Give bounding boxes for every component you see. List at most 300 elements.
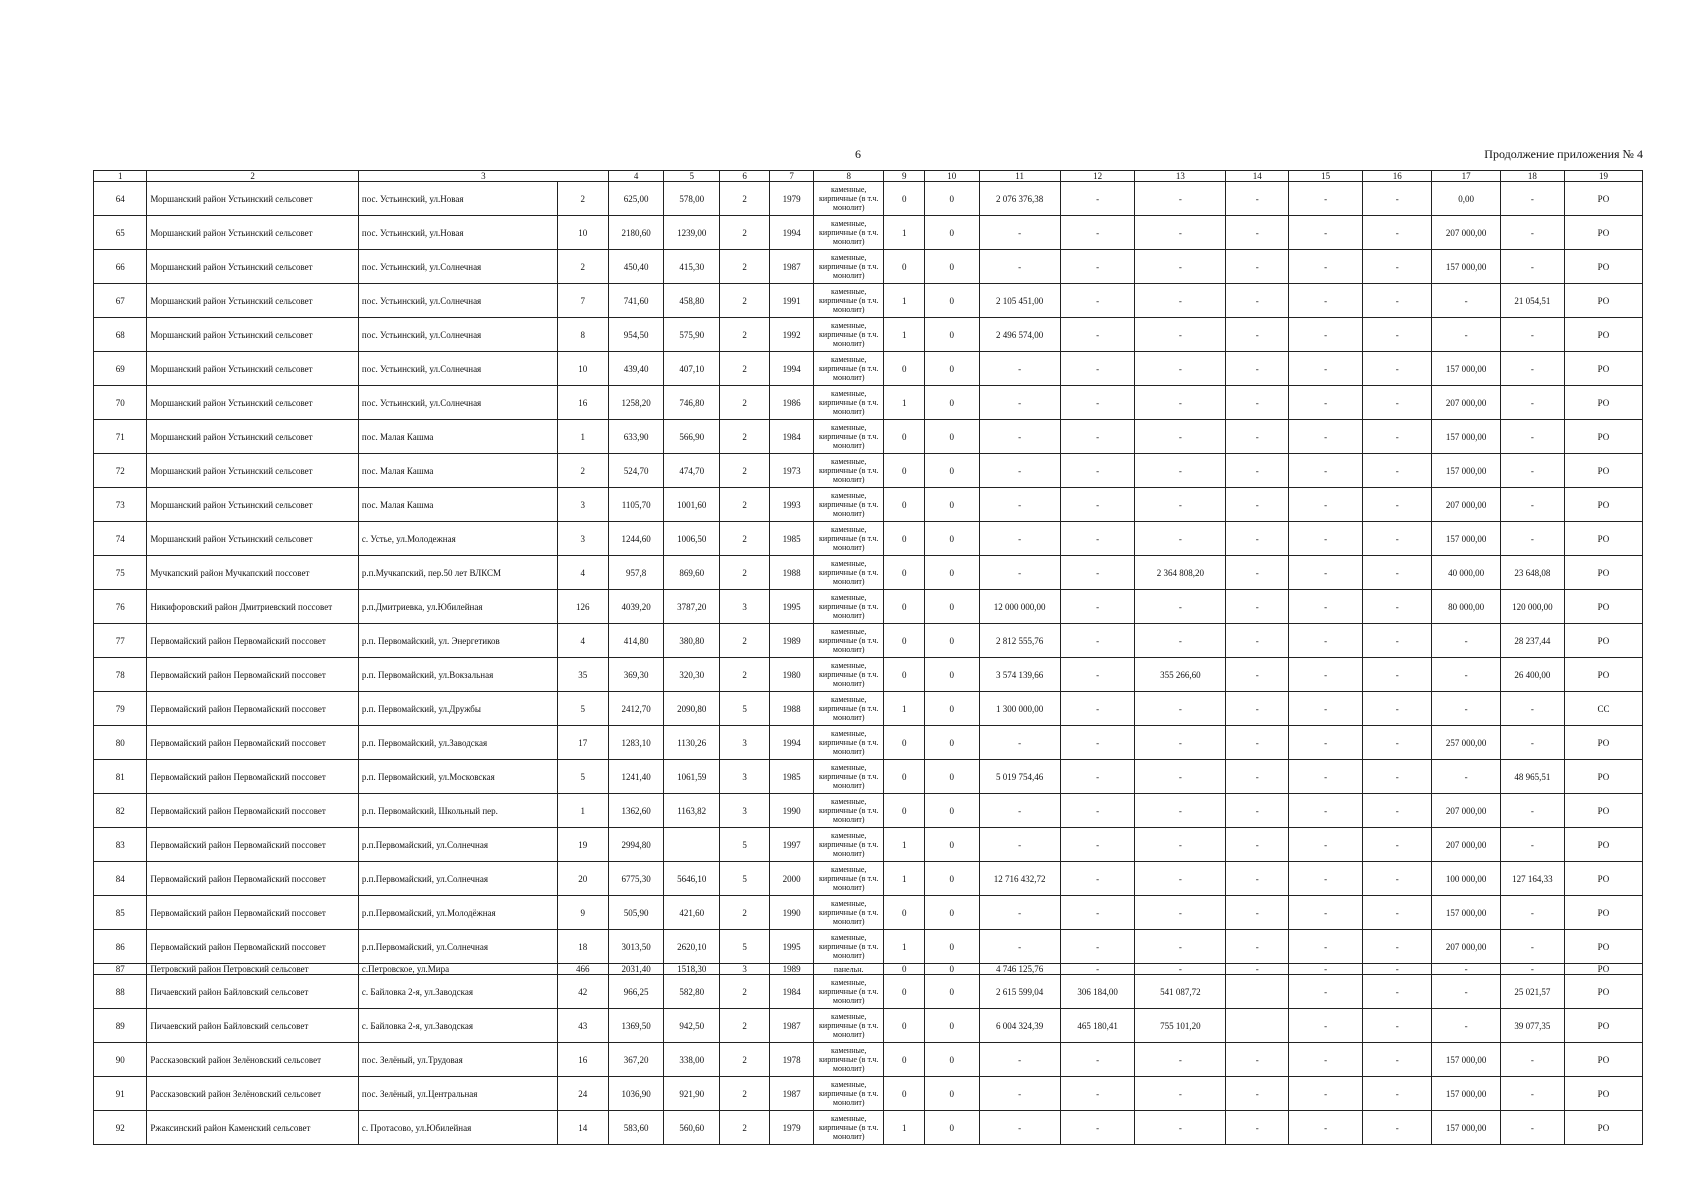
table-cell: -	[1135, 726, 1226, 760]
table-cell: -	[1135, 896, 1226, 930]
table-cell: с. Байловка 2-я, ул.Заводская	[358, 1009, 557, 1043]
table-cell: РО	[1564, 352, 1642, 386]
table-cell: 1	[884, 284, 925, 318]
table-cell: р.п. Первомайский, ул.Московская	[358, 760, 557, 794]
table-cell: -	[1060, 828, 1135, 862]
table-cell: 1	[884, 1111, 925, 1145]
table-cell: -	[1060, 1043, 1135, 1077]
table-cell: -	[979, 896, 1060, 930]
table-cell: каменные, кирпичные (в т.ч. монолит)	[813, 284, 884, 318]
table-cell: -	[1289, 896, 1363, 930]
table-cell: Первомайский район Первомайский поссовет	[147, 794, 359, 828]
table-cell: 1	[884, 828, 925, 862]
table-cell: 583,60	[608, 1111, 664, 1145]
table-cell: -	[1135, 964, 1226, 975]
table-cell: 439,40	[608, 352, 664, 386]
table-cell: 0	[925, 975, 979, 1009]
table-cell: -	[1289, 522, 1363, 556]
table-cell	[1226, 1009, 1289, 1043]
table-cell: -	[1135, 386, 1226, 420]
table-cell: -	[1060, 216, 1135, 250]
table-cell: -	[1289, 284, 1363, 318]
table-cell: -	[1363, 1043, 1432, 1077]
table-cell: -	[1135, 1077, 1226, 1111]
table-cell: 355 266,60	[1135, 658, 1226, 692]
table-cell: -	[979, 1111, 1060, 1145]
table-cell: 1989	[770, 964, 814, 975]
table-cell: 1130,26	[664, 726, 720, 760]
table-cell: -	[1289, 760, 1363, 794]
table-cell: 1984	[770, 975, 814, 1009]
column-header: 9	[884, 171, 925, 182]
table-cell: 24	[557, 1077, 608, 1111]
table-row	[94, 828, 1643, 862]
table-cell: 1987	[770, 250, 814, 284]
table-cell: 367,20	[608, 1043, 664, 1077]
table-cell: 1985	[770, 760, 814, 794]
table-cell: Никифоровский район Дмитриевский поссовет	[147, 590, 359, 624]
table-cell: -	[979, 420, 1060, 454]
table-cell: пос. Устьинский, ул.Солнечная	[358, 318, 557, 352]
table-cell: 1	[884, 386, 925, 420]
table-cell: каменные, кирпичные (в т.ч. монолит)	[813, 352, 884, 386]
table-cell: 126	[557, 590, 608, 624]
table-cell: -	[1363, 216, 1432, 250]
table-cell: 0	[925, 828, 979, 862]
table-cell: пос. Малая Кашма	[358, 420, 557, 454]
table-cell: 207 000,00	[1432, 828, 1500, 862]
table-cell: 1	[884, 692, 925, 726]
table-cell: -	[1226, 454, 1289, 488]
table-cell: 64	[94, 182, 147, 216]
table-cell: Первомайский район Первомайский поссовет	[147, 726, 359, 760]
table-cell: пос. Устьинский, ул.Солнечная	[358, 386, 557, 420]
table-cell: 942,50	[664, 1009, 720, 1043]
table-cell: 3013,50	[608, 930, 664, 964]
table-cell: 87	[94, 964, 147, 975]
table-cell: 1241,40	[608, 760, 664, 794]
table-cell: -	[1432, 1009, 1500, 1043]
column-header: 7	[770, 171, 814, 182]
table-cell: 0	[925, 1043, 979, 1077]
table-cell: -	[1226, 726, 1289, 760]
table-cell: 1	[884, 318, 925, 352]
table-cell: -	[1226, 386, 1289, 420]
column-header: 6	[719, 171, 769, 182]
table-cell: -	[1363, 1111, 1432, 1145]
table-cell: -	[1500, 930, 1564, 964]
table-cell: 466	[557, 964, 608, 975]
table-cell: 746,80	[664, 386, 720, 420]
table-cell: -	[1226, 420, 1289, 454]
table-cell: 6775,30	[608, 862, 664, 896]
table-cell: 0	[884, 726, 925, 760]
table-cell: 12 000 000,00	[979, 590, 1060, 624]
table-row	[94, 726, 1643, 760]
table-cell: 560,60	[664, 1111, 720, 1145]
table-cell: -	[979, 556, 1060, 590]
table-cell: каменные, кирпичные (в т.ч. монолит)	[813, 760, 884, 794]
table-cell: РО	[1564, 1111, 1642, 1145]
table-cell	[1226, 975, 1289, 1009]
table-cell: 90	[94, 1043, 147, 1077]
table-cell: 75	[94, 556, 147, 590]
table-cell: 5 019 754,46	[979, 760, 1060, 794]
table-cell: 1990	[770, 794, 814, 828]
table-row	[94, 318, 1643, 352]
table-cell: 1 300 000,00	[979, 692, 1060, 726]
table-cell: 23 648,08	[1500, 556, 1564, 590]
table-cell: -	[1363, 692, 1432, 726]
table-cell: каменные, кирпичные (в т.ч. монолит)	[813, 930, 884, 964]
table-cell: 0	[925, 794, 979, 828]
table-cell: -	[1432, 964, 1500, 975]
table-cell: 2	[719, 1111, 769, 1145]
table-cell: 320,30	[664, 658, 720, 692]
table-cell: -	[1289, 828, 1363, 862]
table-cell: 1244,60	[608, 522, 664, 556]
table-cell: 157 000,00	[1432, 522, 1500, 556]
table-cell: -	[1060, 420, 1135, 454]
table-cell: -	[1226, 658, 1289, 692]
table-cell: 5	[719, 930, 769, 964]
table-cell: -	[1289, 352, 1363, 386]
table-cell: -	[1226, 216, 1289, 250]
table-cell: 338,00	[664, 1043, 720, 1077]
table-cell: -	[1363, 420, 1432, 454]
table-cell: с. Устье, ул.Молодежная	[358, 522, 557, 556]
table-cell: 2090,80	[664, 692, 720, 726]
table-cell: 966,25	[608, 975, 664, 1009]
table-cell: -	[1500, 896, 1564, 930]
table-cell: 2	[719, 386, 769, 420]
table-cell: 2	[557, 454, 608, 488]
table-cell: РО	[1564, 658, 1642, 692]
table-row	[94, 692, 1643, 726]
table-cell: -	[1500, 964, 1564, 975]
table-cell: 2	[719, 216, 769, 250]
table-cell: 65	[94, 216, 147, 250]
table-cell: -	[1500, 420, 1564, 454]
table-cell: -	[1500, 454, 1564, 488]
table-cell: РО	[1564, 896, 1642, 930]
table-cell: 2	[719, 454, 769, 488]
column-header: 12	[1060, 171, 1135, 182]
table-cell: 86	[94, 930, 147, 964]
table-cell: Первомайский район Первомайский поссовет	[147, 624, 359, 658]
table-row	[94, 896, 1643, 930]
table-cell: 0	[884, 590, 925, 624]
table-cell: каменные, кирпичные (в т.ч. монолит)	[813, 862, 884, 896]
table-row	[94, 658, 1643, 692]
table-cell: 81	[94, 760, 147, 794]
table-cell: -	[1226, 1043, 1289, 1077]
table-cell: каменные, кирпичные (в т.ч. монолит)	[813, 590, 884, 624]
table-cell: -	[1432, 692, 1500, 726]
table-cell: Первомайский район Первомайский поссовет	[147, 930, 359, 964]
table-cell: 82	[94, 794, 147, 828]
table-cell: -	[1135, 284, 1226, 318]
table-cell: 1994	[770, 726, 814, 760]
table-cell: -	[1226, 692, 1289, 726]
column-header: 4	[608, 171, 664, 182]
table-cell: -	[979, 828, 1060, 862]
table-cell: 1988	[770, 556, 814, 590]
table-cell: -	[1289, 488, 1363, 522]
table-cell: 2 105 451,00	[979, 284, 1060, 318]
table-cell: 85	[94, 896, 147, 930]
table-cell: 1	[557, 420, 608, 454]
table-cell: -	[1060, 896, 1135, 930]
column-header: 3	[358, 171, 608, 182]
table-cell: 69	[94, 352, 147, 386]
table-cell: -	[1060, 760, 1135, 794]
table-cell: -	[1363, 658, 1432, 692]
table-cell: -	[1289, 692, 1363, 726]
table-cell: -	[1060, 488, 1135, 522]
table-cell: -	[1363, 862, 1432, 896]
table-cell: 72	[94, 454, 147, 488]
table-cell: 0	[884, 624, 925, 658]
table-cell: -	[1363, 794, 1432, 828]
table-cell: 415,30	[664, 250, 720, 284]
table-cell: -	[1226, 522, 1289, 556]
column-header: 16	[1363, 171, 1432, 182]
table-cell: РО	[1564, 1043, 1642, 1077]
table-cell: 2	[719, 182, 769, 216]
table-row	[94, 420, 1643, 454]
table-cell: 79	[94, 692, 147, 726]
table-cell: 157 000,00	[1432, 250, 1500, 284]
table-cell: 0	[925, 284, 979, 318]
table-cell: 2	[719, 975, 769, 1009]
table-cell: 1283,10	[608, 726, 664, 760]
table-cell: 1995	[770, 590, 814, 624]
table-cell: 1994	[770, 352, 814, 386]
table-cell: -	[1289, 556, 1363, 590]
table-cell: 3	[719, 964, 769, 975]
table-cell: Первомайский район Первомайский поссовет	[147, 760, 359, 794]
table-cell: 0	[925, 930, 979, 964]
table-cell: -	[1363, 556, 1432, 590]
table-cell: р.п. Первомайский, ул.Вокзальная	[358, 658, 557, 692]
table-cell: 4	[557, 556, 608, 590]
table-cell: РО	[1564, 386, 1642, 420]
table-row	[94, 1111, 1643, 1145]
table-cell: 10	[557, 216, 608, 250]
table-cell: -	[1363, 352, 1432, 386]
table-cell: Пичаевский район Байловский сельсовет	[147, 975, 359, 1009]
table-cell: Первомайский район Первомайский поссовет	[147, 658, 359, 692]
table-cell: -	[1289, 975, 1363, 1009]
table-cell: РО	[1564, 250, 1642, 284]
table-cell: 1985	[770, 522, 814, 556]
table-cell: 0	[925, 386, 979, 420]
table-cell: р.п. Первомайский, ул.Дружбы	[358, 692, 557, 726]
table-cell: 4 746 125,76	[979, 964, 1060, 975]
table-cell: 207 000,00	[1432, 216, 1500, 250]
table-cell: -	[1363, 828, 1432, 862]
table-cell: 120 000,00	[1500, 590, 1564, 624]
table-cell: 0	[884, 896, 925, 930]
table-cell: 1	[884, 930, 925, 964]
table-cell: каменные, кирпичные (в т.ч. монолит)	[813, 318, 884, 352]
table-cell: Пичаевский район Байловский сельсовет	[147, 1009, 359, 1043]
table-cell: 3	[557, 488, 608, 522]
table-cell: 157 000,00	[1432, 1077, 1500, 1111]
table-cell: -	[1363, 760, 1432, 794]
table-cell: с.Петровское, ул.Мира	[358, 964, 557, 975]
table-cell: -	[1135, 420, 1226, 454]
table-cell: -	[1226, 964, 1289, 975]
table-cell: 0	[925, 692, 979, 726]
table-cell: 84	[94, 862, 147, 896]
table-cell: 7	[557, 284, 608, 318]
table-cell: 0	[884, 522, 925, 556]
table-cell: -	[1289, 1077, 1363, 1111]
table-cell: каменные, кирпичные (в т.ч. монолит)	[813, 896, 884, 930]
table-cell: -	[1135, 250, 1226, 284]
table-cell: 1986	[770, 386, 814, 420]
table-cell: 421,60	[664, 896, 720, 930]
table-cell: 40 000,00	[1432, 556, 1500, 590]
table-cell: -	[1226, 760, 1289, 794]
table-cell: 207 000,00	[1432, 930, 1500, 964]
table-cell: 2	[719, 624, 769, 658]
table-cell: -	[1226, 896, 1289, 930]
page-number: 6	[855, 147, 861, 161]
table-cell: 1995	[770, 930, 814, 964]
table-cell: 0	[884, 420, 925, 454]
table-cell: 207 000,00	[1432, 794, 1500, 828]
table-cell: 1036,90	[608, 1077, 664, 1111]
table-cell: 83	[94, 828, 147, 862]
table-cell: каменные, кирпичные (в т.ч. монолит)	[813, 488, 884, 522]
table-cell: -	[1226, 182, 1289, 216]
table-cell: РО	[1564, 556, 1642, 590]
table-row	[94, 964, 1643, 975]
table-cell: 2 076 376,38	[979, 182, 1060, 216]
table-cell: 1258,20	[608, 386, 664, 420]
table-cell: 0	[884, 658, 925, 692]
table-cell: 1362,60	[608, 794, 664, 828]
table-cell: 157 000,00	[1432, 896, 1500, 930]
table-cell: -	[1226, 352, 1289, 386]
table-cell: каменные, кирпичные (в т.ч. монолит)	[813, 522, 884, 556]
table-cell: -	[1289, 386, 1363, 420]
column-header: 8	[813, 171, 884, 182]
column-header: 1	[94, 171, 147, 182]
table-cell: 1984	[770, 420, 814, 454]
table-cell: 2	[719, 488, 769, 522]
table-cell: 541 087,72	[1135, 975, 1226, 1009]
table-cell: -	[979, 352, 1060, 386]
table-cell: -	[1363, 896, 1432, 930]
table-cell: 10	[557, 352, 608, 386]
table-cell: -	[1289, 182, 1363, 216]
table-cell: 2	[719, 556, 769, 590]
table-cell: -	[1060, 624, 1135, 658]
table-cell: -	[1363, 1009, 1432, 1043]
table-cell: -	[1060, 692, 1135, 726]
table-cell: 582,80	[664, 975, 720, 1009]
table-cell: -	[979, 522, 1060, 556]
table-cell: 5	[719, 828, 769, 862]
table-cell: Первомайский район Первомайский поссовет	[147, 692, 359, 726]
table-cell: -	[1289, 794, 1363, 828]
appendix-note: Продолжение приложения № 4	[1484, 147, 1643, 161]
table-cell: Моршанский район Устьинский сельсовет	[147, 420, 359, 454]
table-cell: 2	[719, 420, 769, 454]
table-row	[94, 1009, 1643, 1043]
table-cell: 70	[94, 386, 147, 420]
table-cell: 1980	[770, 658, 814, 692]
table-cell: -	[1500, 1077, 1564, 1111]
table-cell: -	[1135, 522, 1226, 556]
table-cell: 19	[557, 828, 608, 862]
table-cell: 100 000,00	[1432, 862, 1500, 896]
table-cell: с. Байловка 2-я, ул.Заводская	[358, 975, 557, 1009]
table-cell: -	[1060, 386, 1135, 420]
table-cell: пос. Устьинский, ул.Солнечная	[358, 352, 557, 386]
table-cell: РО	[1564, 182, 1642, 216]
table-cell: 25 021,57	[1500, 975, 1564, 1009]
table-cell: Мучкапский район Мучкапский поссовет	[147, 556, 359, 590]
table-row	[94, 352, 1643, 386]
table-cell: 869,60	[664, 556, 720, 590]
column-header: 14	[1226, 171, 1289, 182]
table-cell: 91	[94, 1077, 147, 1111]
table-cell: 16	[557, 1043, 608, 1077]
table-cell: 78	[94, 658, 147, 692]
table-cell: -	[1363, 182, 1432, 216]
table-cell: 0	[925, 250, 979, 284]
table-cell: 465 180,41	[1060, 1009, 1135, 1043]
table-cell	[664, 828, 720, 862]
table-cell: -	[1500, 1043, 1564, 1077]
table-cell: р.п.Первомайский, ул.Солнечная	[358, 828, 557, 862]
table-cell: -	[1500, 182, 1564, 216]
table-cell: -	[1226, 250, 1289, 284]
table-cell: р.п.Дмитриевка, ул.Юбилейная	[358, 590, 557, 624]
table-cell: Моршанский район Устьинский сельсовет	[147, 454, 359, 488]
table-cell: каменные, кирпичные (в т.ч. монолит)	[813, 794, 884, 828]
table-cell: 1991	[770, 284, 814, 318]
table-cell: 68	[94, 318, 147, 352]
table-cell: 954,50	[608, 318, 664, 352]
table-cell: 2412,70	[608, 692, 664, 726]
table-cell: РО	[1564, 862, 1642, 896]
table-cell: 0	[925, 318, 979, 352]
table-cell: пос. Устьинский, ул.Новая	[358, 216, 557, 250]
table-cell: -	[1226, 862, 1289, 896]
table-cell: 157 000,00	[1432, 352, 1500, 386]
table-cell: РО	[1564, 590, 1642, 624]
table-cell: панельн.	[813, 964, 884, 975]
table-row	[94, 250, 1643, 284]
table-cell: 4039,20	[608, 590, 664, 624]
table-cell: РО	[1564, 760, 1642, 794]
header-row	[94, 171, 1643, 182]
table-cell: 89	[94, 1009, 147, 1043]
table-cell: 1979	[770, 1111, 814, 1145]
table-cell: 88	[94, 975, 147, 1009]
table-cell: 369,30	[608, 658, 664, 692]
table-cell: -	[1060, 1077, 1135, 1111]
table-cell: р.п.Мучкапский, пер.50 лет ВЛКСМ	[358, 556, 557, 590]
table-cell: 17	[557, 726, 608, 760]
table-cell: -	[1135, 488, 1226, 522]
